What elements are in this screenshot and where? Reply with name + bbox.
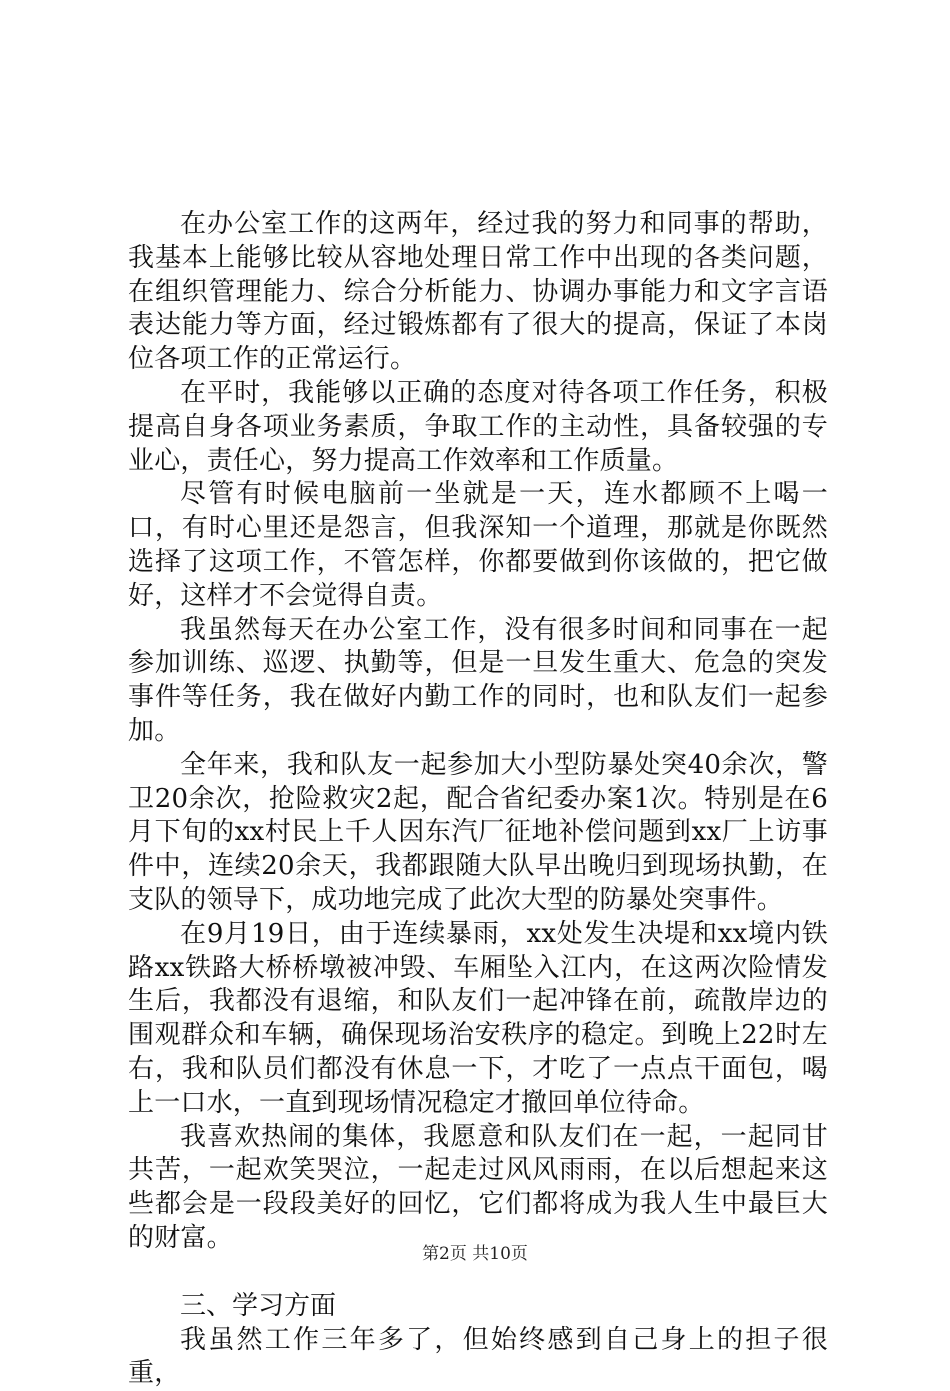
paragraph: 全年来，我和队友一起参加大小型防暴处突40余次，警卫20余次，抢险救灾2起，配合省纪委办案1次。特别是在6月下旬的xx村民上千人因东汽厂征地补偿问题到xx厂上访事件中，连续20余天，我都跟随大队早出晚归到现场执勤，在支队的领导下，成功地完成了此次大型的防暴处突事件。	[128, 749, 828, 918]
section-heading: 三、学习方面	[128, 1290, 828, 1324]
paragraph: 在办公室工作的这两年，经过我的努力和同事的帮助，我基本上能够比较从容地处理日常工作中出现的各类问题，在组织管理能力、综合分析能力、协调办事能力和文字言语表达能力等方面，经过锻炼都有了很大的提高，保证了本岗位各项工作的正常运行。	[128, 208, 828, 377]
document-body	[128, 208, 828, 1391]
page-number-footer: 第2页 共10页	[0, 1242, 950, 1266]
paragraph: 我喜欢热闹的集体，我愿意和队友们在一起，一起同甘共苦，一起欢笑哭泣，一起走过风风雨雨，在以后想起来这些都会是一段段美好的回忆，它们都将成为我人生中最巨大的财富。	[128, 1121, 828, 1256]
paragraph: 我虽然工作三年多了，但始终感到自己身上的担子很重，	[128, 1324, 828, 1391]
paragraph: 在9月19日，由于连续暴雨，xx处发生决堤和xx境内铁路xx铁路大桥桥墩被冲毁、车厢坠入江内，在这两次险情发生后，我都没有退缩，和队友们一起冲锋在前，疏散岸边的围观群众和车辆，确保现场治安秩序的稳定。到晚上22时左右，我和队员们都没有休息一下，才吃了一点点干面包，喝上一口水，一直到现场情况稳定才撤回单位待命。	[128, 918, 828, 1121]
paragraph: 我虽然每天在办公室工作，没有很多时间和同事在一起参加训练、巡逻、执勤等，但是一旦发生重大、危急的突发事件等任务，我在做好内勤工作的同时，也和队友们一起参加。	[128, 614, 828, 749]
paragraph: 在平时，我能够以正确的态度对待各项工作任务，积极提高自身各项业务素质，争取工作的主动性，具备较强的专业心，责任心，努力提高工作效率和工作质量。	[128, 377, 828, 478]
paragraph: 尽管有时候电脑前一坐就是一天，连水都顾不上喝一口，有时心里还是怨言，但我深知一个道理，那就是你既然选择了这项工作，不管怎样，你都要做到你该做的，把它做好，这样才不会觉得自责。	[128, 478, 828, 613]
